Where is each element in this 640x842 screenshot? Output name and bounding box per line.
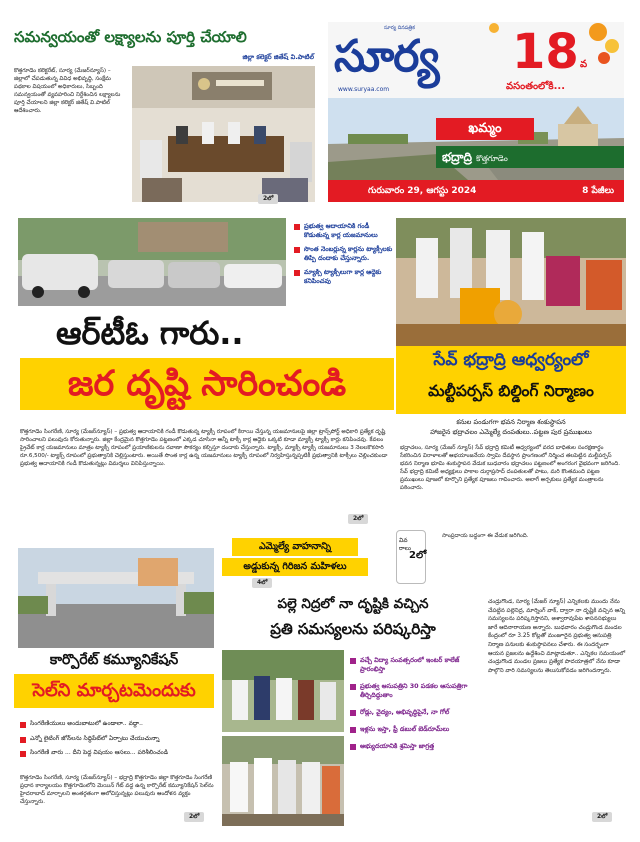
rto-highlight-item: సొంత నెంబర్లున్న కార్లను ట్యాక్సీలకు తిప్పి దందాకు చేస్తున్నారు.: [294, 245, 394, 264]
rto-continued[interactable]: 2లో: [348, 514, 368, 524]
chandrugonda-continued[interactable]: 2లో: [592, 812, 612, 822]
issue-date: గురువారం 29, ఆగస్టు 2024: [368, 186, 477, 196]
save-bhadradri-body-1: భద్రాచలం, సూర్య (మేజర్ న్యూస్) సేవ్ భద్రాద్రి కమిటీ ఆధ్వర్యంలో వరద బాధితుల సంరక్షణార్థం సేకరించిన విరాళాలతో ఆభయాంజనేయ స్వామి దేవస్థాన ప్రాంగణంలో నిర్మించ తలపెట్టిన మల్టీపర్పస్ భవన నిర్మాణ భూమి శంకుస్థాపన వేడుక బుధవారం భద్రాచలం పట్టణంలో అంగరంగ వైభవంగా జరిగింది. సేవ్ భద్రాద్రి కమిటీ అధ్యక్షులు పాకాల దుర్గాప్రసాద్ దంపతులతో పాటు, మరి కొంతమంది పట్టణ ప్రముఖులు పూజలో కూర్చొని ప్రత్యేక పూజలు గావించారు. అలాగే అర్చకులు ప్రత్యేక మంత్రాలను పఠించారు.: [400, 445, 621, 492]
save-bhadradri-headline-box: [396, 346, 626, 414]
story-village-sleep: [222, 596, 484, 830]
masthead-title: సూర్య: [334, 31, 439, 82]
rto-headline-1: ఆర్‌టీఓ గారు..: [56, 314, 244, 352]
save-bhadradri-subhead-2: హాజరైన భద్రాచలం ఎమ్మెల్యే దంపతులు..పట్టణ పుర ప్రముఖులు: [430, 428, 592, 436]
corporate-highlight-item: ఎన్నో లైటింగ్ జోన్‌లను సిద్ధిపేట్‌లో ఏర్పాటు చేయుచున్నా: [20, 735, 214, 744]
details-vertical-label: వివరాలు: [399, 537, 411, 552]
rto-headline-2: జర దృష్టి సారించండి: [20, 358, 394, 410]
mla-continued[interactable]: 4లో: [252, 578, 272, 588]
corporate-headline-2: సెల్‌ని మార్చటమెందుకు: [14, 674, 214, 708]
village-highlights: [350, 656, 482, 755]
chandrugonda-body: చండ్రుగొండ, సూర్య (మేజర్ న్యూస్) ఎన్నికలకు ముందు నేను చేపట్టిన పల్లెనిద్ర, మార్నింగ్ వాక్, ద్వారా నా దృష్టికి వచ్చిన ఆన్ని సమస్యలను పరిష్కరిస్తానని, అశ్వారావుపేట శాసనసభ్యులు జారే ఆదినారాయణ అన్నారు. బుధవారం చండ్రుగొండ మండల కేంద్రంలో రూ 3.25 కోట్లతో మంజూరైన ప్రభుత్వ ఆసుపత్రి నిర్మాణ పనులకు శంకుస్థాపనలు చేశారు. ఈ సందర్భంగా ఆయన ప్రజలను ఉద్దేశించి మాట్లాడుతూ.. ఎన్నికల సమయంలో చండ్రుగొండ మండల ప్రజలు ప్రత్యేక పాదయాత్రలో నేను కూడా పాల్గొని వారి సమస్యలను తెలుసుకోవడం జరిగిందన్నారు.: [488, 599, 626, 674]
corporate-highlight-item: సింగరేణియులు అందుబాటులో ఉండాలా.. వద్దా..: [20, 720, 214, 729]
save-bhadradri-headline-2: మల్టీపర్పస్ బిల్డింగ్ నిర్మాణం: [428, 382, 594, 400]
save-bhadradri-subhead-1: కనుల పండుగగా భవన నిర్మాణ శంకుస్థాపన: [456, 418, 566, 426]
corporate-body: కొత్తగూడెం సింగరేణి, సూర్య (మేజర్‌న్యూస్) – భద్రాద్రి కొత్తగూడెం జిల్లా కొత్తగూడెం సింగరేణి ప్రధాన కార్యాలయం కొత్తగూడెంలోని మెయిన్ గేట్ వద్ద ఉన్న కార్పొరేట్ కమ్యూనికేషన్ సెల్‌ను హైదరాబాద్ మార్చాలని అంతర్గతంగా ఆలోచిస్తున్నట్లు పలువురు ఆందోళన వ్యక్తం చేస్తున్నారు.: [20, 775, 214, 806]
rto-highlights: [294, 222, 394, 290]
masthead-tagline: సూర్య దినపత్రిక: [384, 25, 415, 31]
story-save-bhadradri: [396, 218, 626, 588]
date-bar: [328, 180, 624, 202]
sub-edition-banner: [436, 146, 624, 168]
village-highlight-item: రోడ్లు, వైద్యం, అభివృద్ధిపైనే, నా గోల్: [350, 708, 482, 717]
page-count: 8 పేజీలు: [582, 186, 614, 196]
story-collector-byline: జిల్లా కలెక్టర్ జితేష్ వి.పాటిల్: [242, 53, 314, 61]
story-rto: [14, 218, 394, 528]
rto-highlight-item: ప్రభుత్వ ఆదాయానికి గండీ కొడుతున్న కార్ల యజమానులు: [294, 222, 394, 241]
anniversary-suffix: వ: [580, 59, 588, 70]
village-highlight-item: ప్రభుత్వ ఆసుపత్రిని 30 పడకల ఆసుపత్రిగా తీర్చిదిద్దుతాం: [350, 682, 482, 700]
sub-edition-main: భద్రాద్రి: [442, 150, 472, 164]
story-collector-headline: సమన్వయంతో లక్ష్యాలను పూర్తి చేయాలి: [14, 28, 247, 46]
rto-body: కొత్తగూడెం సింగరేణి, సూర్య (మేజర్‌న్యూస్) – ప్రభుత్వ ఆదాయానికి గండీ కొడుతున్న ట్యాక్సీ రూపంలో కిరాయి చేస్తున్న యజమానులపై జిల్లా ట్రాన్స్‌పోర్ట్ అధికారి ప్రత్యేక దృష్టి సారించాలని పలువురు కోరుతున్నారు. జిల్లా కేంద్రమైన కొత్తగూడెం పట్టణంలో ఎక్కడ చూసినా ఆన్నీ టాక్సీ కార్ల ఆద్దెకు ఒక్కటి కూడా మ్యాక్సీ ట్యాక్సీ కార్లు కనిపించవు. కేవలం ప్రైవేట్ కార్ల యజమానులు మాత్రం ట్యాక్సీ రూపంలో ప్రయాణికులను రవాణా సౌకర్యం కల్పిస్తూ దందాకు చేస్తున్నారు. ట్యాక్సీ, మ్యాక్సీ ట్యాక్సీ యజమానులు 3 నెలలకొకసారి రూ.6,500/- ట్యాక్స్ రూపంలో ప్రభుత్వానికి చెల్లిస్తుంటారు. అయితే సొంత కార్ల ఉన్న యజమానులు ట్యాక్సీ రూపంలో నిర్వహిస్తున్నప్పటికీ ప్రభుత్వానికి టాక్సీలు చెల్లించకుండా ప్రభుత్వ ఆదాయానికి గండీ కొడుతున్నట్లు విమర్శలు వినిపిస్తున్నాయి.: [20, 429, 388, 468]
mla-headline-2: అడ్డుకున్న గిరిజన మహిళలు: [222, 558, 368, 576]
anniversary-text: వసంతంలోకి...: [506, 81, 566, 92]
rto-highlight-item: మ్యాక్సి ట్యాక్సీలుగా కార్ల ఆద్దెకు కనిపించవు: [294, 268, 394, 287]
edition-label: ఖమ్మం: [436, 118, 534, 140]
story-corporate-communication: [14, 548, 214, 826]
story-collector-continued[interactable]: 2లో: [258, 194, 278, 204]
story-collector-meeting: [14, 22, 318, 210]
story-mla-vehicle: [222, 538, 390, 586]
village-highlight-item: ఇళ్లను ఇస్తా, ఫ్రీ డబుల్ బెడ్‌రూమ్‌లు: [350, 725, 482, 734]
foundation-ceremony-photo: [396, 218, 626, 346]
village-headline-1: పల్లె నిద్రలో నా దృష్టికి వచ్చిన: [277, 596, 429, 612]
corporate-continued[interactable]: 2లో: [184, 812, 204, 822]
mla-foundation-photo: [222, 736, 344, 826]
mla-meeting-photo: [222, 650, 344, 732]
details-page-ref: 2లో: [409, 550, 427, 561]
village-headline-2: ప్రతి సమస్యలను పరిష్కరిస్తా: [270, 620, 436, 638]
corporate-headline-1: కార్పొరేట్ కమ్యూనికేషన్: [49, 652, 179, 668]
save-bhadradri-headline-1: సేవ్ భద్రాద్రి ఆధ్వర్యంలో: [433, 350, 589, 370]
story-collector-body: కొత్తగూడెం కలెక్టరేట్, సూర్య (మేజర్‌న్యూస్) – జిల్లాలో చేపడుతున్న వివిధ అభివృద్ధి, సంక్షేమ పథకాల విషయంలో అధికారులు, సిబ్బంది సమన్వయంతో వ్యవహరించి నిర్దేశించిన లక్ష్యాలను పూర్తి చేయాలని జిల్లా కలెక్టర్ జితేష్ వి.పాటిల్ ఆదేశించారు.: [14, 68, 121, 115]
mla-headline-1: ఎమ్మెల్యే వాహనాన్ని: [232, 538, 358, 556]
collector-meeting-photo: [132, 66, 315, 202]
corporate-highlight-item: సింగరేణి వారు ... దీని పెద్ద విషయం ఆసలు... పరిశీలించండి: [20, 749, 214, 758]
sub-edition-rest: కొత్తగూడెం: [476, 154, 508, 163]
anniversary-number: 18: [512, 24, 579, 80]
masthead: [328, 22, 624, 212]
parked-cars-photo: [18, 218, 286, 306]
singareni-office-photo: [18, 548, 214, 648]
save-bhadradri-body-2: సాంప్రదాయ బద్ధంగా ఈ వేడుక జరిగింది.: [442, 533, 529, 539]
save-bhadradri-details-tab[interactable]: [396, 530, 426, 584]
village-highlight-item: అభ్యుదయానికి శ్రమిస్తా జాగ్రత్త: [350, 742, 482, 751]
story-chandrugonda: [488, 598, 626, 828]
masthead-website[interactable]: www.suryaa.com: [338, 86, 390, 93]
corporate-highlights: [20, 720, 214, 762]
village-highlight-item: వచ్చే విద్యా సంవత్సరంలో ఇంటర్ కాలేజ్ ప్రారంభిస్తా: [350, 656, 482, 674]
